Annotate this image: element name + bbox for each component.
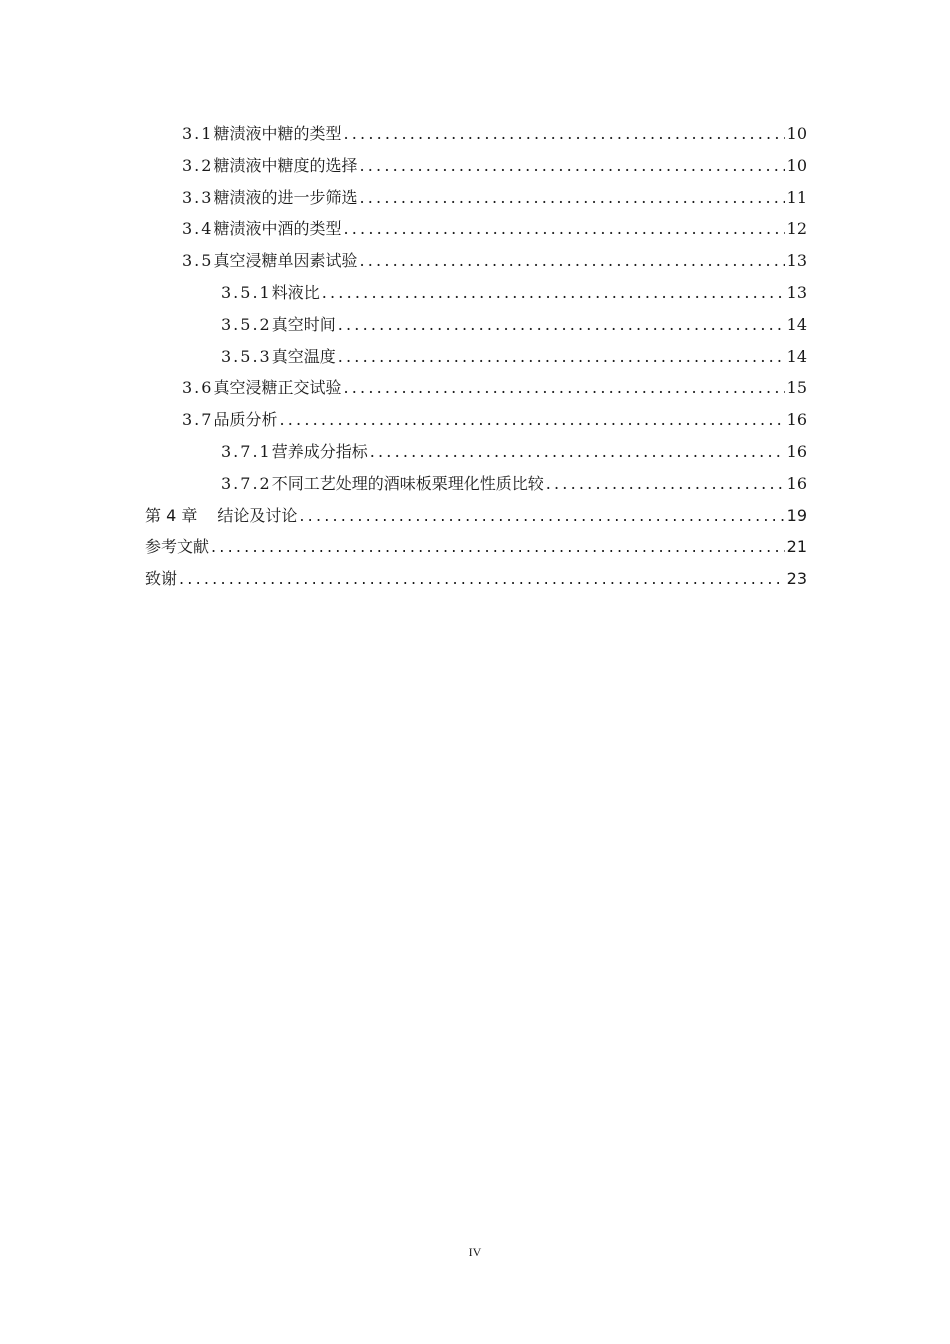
toc-entry-title: 真空时间 (271, 314, 336, 334)
toc-entry[interactable] (145, 341, 807, 373)
toc-entry-title: 糖渍液中糖度的选择 (213, 155, 358, 175)
toc-dot-leader (359, 182, 784, 214)
toc-entry-number: 3.5.2 (221, 314, 272, 334)
toc-dot-leader (211, 531, 785, 563)
toc-entry-number: 3.7.2 (221, 473, 272, 493)
toc-entry[interactable] (145, 277, 807, 309)
toc-entry-page: 23 (786, 569, 807, 589)
toc-entry-number: 3.1 (182, 124, 214, 143)
toc-entry-title: 不同工艺处理的酒味板栗理化性质比较 (271, 473, 544, 493)
toc-entry-title: 品质分析 (213, 410, 278, 430)
toc-entry-page: 13 (786, 282, 807, 302)
toc-dot-leader (343, 372, 784, 404)
toc-entry-title: 糖渍液的进一步筛选 (213, 187, 358, 207)
toc-entry[interactable] (145, 182, 807, 214)
toc-entry-title: 真空浸糖单因素试验 (213, 251, 358, 271)
toc-dot-leader (343, 118, 784, 150)
toc-dot-leader (279, 404, 784, 436)
toc-entry-acknowledgements[interactable] (145, 563, 807, 595)
toc-dot-leader (343, 213, 784, 245)
toc-entry-title: 致谢 (145, 569, 178, 589)
toc-entry-references[interactable] (145, 531, 807, 563)
toc-entry-number: 第 4 章 (145, 505, 198, 525)
toc-dot-leader (179, 563, 785, 595)
toc-dot-leader (338, 309, 785, 341)
toc-entry[interactable] (145, 404, 807, 436)
toc-entry-number: 3.5 (182, 251, 214, 271)
toc-entry-number: 3.7.1 (221, 441, 272, 461)
toc-entry[interactable] (145, 372, 807, 404)
toc-entry-page: 15 (786, 378, 807, 398)
toc-dot-leader (338, 341, 785, 373)
toc-entry-number: 3.2 (182, 155, 214, 175)
toc-entry-page: 14 (786, 314, 807, 334)
toc-dot-leader (546, 468, 785, 500)
toc-entry-title: 结论及讨论 (217, 505, 298, 525)
toc-dot-leader (359, 150, 784, 182)
toc-entry-page: 16 (786, 473, 807, 493)
toc-entry-page: 13 (786, 251, 807, 271)
toc-entry-number: 3.3 (182, 187, 214, 207)
toc-entry-page: 11 (786, 187, 807, 207)
toc-entry-title: 营养成分指标 (271, 441, 368, 461)
page-number: IV (468, 1245, 482, 1259)
toc-entry[interactable] (145, 468, 807, 500)
toc-entry[interactable] (145, 436, 807, 468)
toc-entry-number: 3.4 (182, 219, 214, 239)
toc-entry[interactable] (145, 245, 807, 277)
toc-entry-number: 3.6 (182, 378, 214, 398)
toc-dot-leader (359, 245, 784, 277)
toc-entry-page: 10 (786, 155, 807, 175)
toc-entry[interactable] (145, 118, 807, 150)
toc-entry-page: 10 (786, 124, 807, 143)
toc-entry-title: 料液比 (271, 282, 320, 302)
table-of-contents (145, 118, 807, 595)
toc-entry[interactable] (145, 213, 807, 245)
toc-entry-page: 14 (786, 346, 807, 366)
toc-dot-leader (299, 500, 784, 532)
toc-entry[interactable] (145, 150, 807, 182)
toc-entry-number: 3.5.1 (221, 282, 272, 302)
toc-entry-number: 3.7 (182, 410, 214, 430)
toc-entry-page: 21 (786, 537, 807, 557)
toc-entry-title: 真空浸糖正交试验 (213, 378, 342, 398)
toc-entry-page: 16 (786, 441, 807, 461)
toc-entry-title: 参考文献 (145, 537, 210, 557)
toc-dot-leader (370, 436, 785, 468)
toc-entry-page: 16 (786, 410, 807, 430)
toc-entry-title: 糖渍液中酒的类型 (213, 219, 342, 239)
toc-dot-leader (322, 277, 785, 309)
toc-entry-number: 3.5.3 (221, 346, 272, 366)
toc-entry[interactable] (145, 309, 807, 341)
toc-entry-title: 糖渍液中糖的类型 (213, 124, 342, 143)
toc-entry-page: 12 (786, 219, 807, 239)
toc-entry-chapter[interactable] (145, 500, 807, 532)
toc-entry-title: 真空温度 (271, 346, 336, 366)
toc-entry-page: 19 (786, 505, 807, 525)
